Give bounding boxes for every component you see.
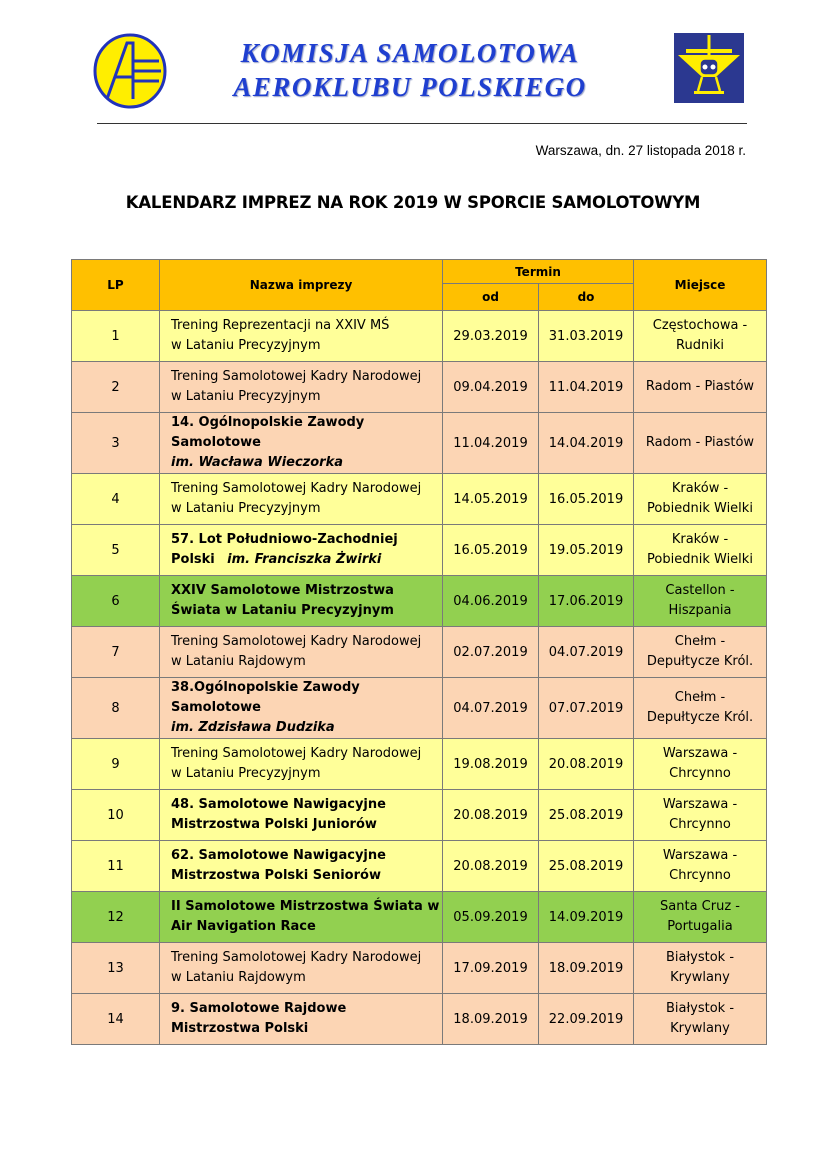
row-place xyxy=(634,994,767,1045)
event-name-line-2: im. Wacława Wieczorka xyxy=(171,455,344,470)
place-line-1: Kraków - xyxy=(671,532,729,547)
row-event-name xyxy=(160,943,443,994)
events-calendar-table xyxy=(71,259,767,1045)
row-date-from: 04.06.2019 xyxy=(443,576,539,627)
row-place xyxy=(634,790,767,841)
event-name-line-1: Trening Samolotowej Kadry Narodowej xyxy=(171,950,422,965)
event-name-line-1: 9. Samolotowe Rajdowe xyxy=(171,1001,347,1016)
row-lp: 1 xyxy=(72,311,160,362)
event-name-line-1: Trening Samolotowej Kadry Narodowej xyxy=(171,746,422,761)
table-row xyxy=(72,841,767,892)
row-lp: 13 xyxy=(72,943,160,994)
table-row xyxy=(72,362,767,413)
row-lp: 2 xyxy=(72,362,160,413)
row-event-name xyxy=(160,790,443,841)
row-event-name xyxy=(160,892,443,943)
place-line-2: Portugalia xyxy=(667,919,733,934)
place-line-1: Radom - Piastów xyxy=(645,435,755,450)
row-date-to: 20.08.2019 xyxy=(539,739,634,790)
row-date-to: 11.04.2019 xyxy=(539,362,634,413)
row-date-from: 19.08.2019 xyxy=(443,739,539,790)
row-date-to: 07.07.2019 xyxy=(539,678,634,739)
table-row xyxy=(72,627,767,678)
aeroclub-airplane-logo xyxy=(674,33,744,103)
header-lp: LP xyxy=(72,260,160,311)
place-line-2: Chrcynno xyxy=(669,868,731,883)
row-place xyxy=(634,627,767,678)
event-name-line-2: w Lataniu Precyzyjnym xyxy=(171,766,321,781)
place-line-2: Rudniki xyxy=(676,338,724,353)
table-row xyxy=(72,994,767,1045)
row-date-from: 14.05.2019 xyxy=(443,474,539,525)
table-row xyxy=(72,525,767,576)
event-name-line-2: w Lataniu Rajdowym xyxy=(171,654,306,669)
row-event-name xyxy=(160,362,443,413)
event-name-line-2: Mistrzostwa Polski xyxy=(171,1021,309,1036)
row-event-name xyxy=(160,311,443,362)
row-event-name xyxy=(160,474,443,525)
row-date-from: 05.09.2019 xyxy=(443,892,539,943)
event-name-line-1: 48. Samolotowe Nawigacyjne xyxy=(171,797,386,812)
row-place xyxy=(634,576,767,627)
place-line-1: Chełm - xyxy=(674,690,726,705)
row-date-from: 17.09.2019 xyxy=(443,943,539,994)
row-date-to: 25.08.2019 xyxy=(539,841,634,892)
place-line-1: Białystok - xyxy=(665,950,735,965)
place-line-1: Warszawa - xyxy=(662,848,738,863)
row-date-from: 02.07.2019 xyxy=(443,627,539,678)
row-place xyxy=(634,413,767,474)
event-name-line-1: XXIV Samolotowe Mistrzostwa xyxy=(171,583,394,598)
header-date-from: od xyxy=(443,284,539,311)
header-date-to: do xyxy=(539,284,634,311)
place-line-1: Castellon - xyxy=(665,583,735,598)
commission-logo xyxy=(93,33,167,109)
header-divider xyxy=(97,123,747,124)
place-line-2: Chrcynno xyxy=(669,817,731,832)
row-lp: 3 xyxy=(72,413,160,474)
event-name-line-1: II Samolotowe Mistrzostwa Świata w xyxy=(171,899,440,914)
row-lp: 7 xyxy=(72,627,160,678)
org-name-line-1: KOMISJA SAMOLOTOWA xyxy=(240,38,580,68)
place-line-1: Chełm - xyxy=(674,634,726,649)
row-lp: 6 xyxy=(72,576,160,627)
row-date-from: 16.05.2019 xyxy=(443,525,539,576)
row-date-to: 31.03.2019 xyxy=(539,311,634,362)
row-place xyxy=(634,311,767,362)
place-line-1: Radom - Piastów xyxy=(645,379,755,394)
row-lp: 9 xyxy=(72,739,160,790)
row-lp: 14 xyxy=(72,994,160,1045)
row-date-from: 20.08.2019 xyxy=(443,841,539,892)
table-row xyxy=(72,790,767,841)
row-date-from: 04.07.2019 xyxy=(443,678,539,739)
row-date-to: 14.04.2019 xyxy=(539,413,634,474)
place-line-2: Depułtycze Król. xyxy=(646,654,754,669)
row-lp: 4 xyxy=(72,474,160,525)
row-date-from: 09.04.2019 xyxy=(443,362,539,413)
table-header-row xyxy=(72,260,767,284)
row-lp: 5 xyxy=(72,525,160,576)
row-event-name xyxy=(160,678,443,739)
row-event-name xyxy=(160,994,443,1045)
organization-name xyxy=(180,36,640,104)
row-place xyxy=(634,841,767,892)
row-place xyxy=(634,474,767,525)
org-name-line-2: AEROKLUBU POLSKIEGO xyxy=(233,72,587,102)
row-event-name xyxy=(160,739,443,790)
row-date-to: 18.09.2019 xyxy=(539,943,634,994)
row-place xyxy=(634,943,767,994)
event-name-line-2: Mistrzostwa Polski Juniorów xyxy=(171,817,377,832)
event-name-line-2: Air Navigation Race xyxy=(171,919,316,934)
document-date: Warszawa, dn. 27 listopada 2018 r. xyxy=(535,143,746,158)
row-date-to: 22.09.2019 xyxy=(539,994,634,1045)
event-name-line-1: 62. Samolotowe Nawigacyjne xyxy=(171,848,386,863)
place-line-1: Warszawa - xyxy=(662,797,738,812)
row-place xyxy=(634,362,767,413)
row-event-name xyxy=(160,525,443,576)
place-line-1: Kraków - xyxy=(671,481,729,496)
header-termin: Termin xyxy=(443,260,634,284)
row-date-to: 17.06.2019 xyxy=(539,576,634,627)
row-place xyxy=(634,892,767,943)
table-row xyxy=(72,892,767,943)
event-name-line-1: Trening Samolotowej Kadry Narodowej xyxy=(171,634,422,649)
event-name-line-1: Trening Samolotowej Kadry Narodowej xyxy=(171,481,422,496)
place-line-1: Santa Cruz - xyxy=(660,899,740,914)
row-date-to: 14.09.2019 xyxy=(539,892,634,943)
event-name-line-1: Trening Reprezentacji na XXIV MŚ xyxy=(171,318,390,333)
table-row xyxy=(72,474,767,525)
place-line-2: Krywlany xyxy=(670,970,730,985)
place-line-2: Depułtycze Król. xyxy=(646,710,754,725)
event-name-line-1: 38.Ogólnopolskie Zawody Samolotowe xyxy=(171,680,360,715)
place-line-2: Hiszpania xyxy=(668,603,732,618)
row-date-to: 25.08.2019 xyxy=(539,790,634,841)
row-place xyxy=(634,739,767,790)
place-line-2: Pobiednik Wielki xyxy=(647,552,753,567)
event-name-line-1: 57. Lot Południowo-Zachodniej xyxy=(171,532,398,547)
event-name-line-2: Świata w Lataniu Precyzyjnym xyxy=(171,603,394,618)
row-date-from: 29.03.2019 xyxy=(443,311,539,362)
event-name-line-2: w Lataniu Rajdowym xyxy=(171,970,306,985)
table-row xyxy=(72,576,767,627)
event-name-line-1: Trening Samolotowej Kadry Narodowej xyxy=(171,369,422,384)
row-event-name xyxy=(160,841,443,892)
row-date-from: 11.04.2019 xyxy=(443,413,539,474)
row-lp: 8 xyxy=(72,678,160,739)
row-place xyxy=(634,525,767,576)
table-row xyxy=(72,739,767,790)
row-date-to: 19.05.2019 xyxy=(539,525,634,576)
place-line-1: Częstochowa - xyxy=(652,318,748,333)
row-date-to: 16.05.2019 xyxy=(539,474,634,525)
event-name-line-2a: Polski xyxy=(171,552,215,567)
row-event-name xyxy=(160,576,443,627)
row-lp: 12 xyxy=(72,892,160,943)
row-event-name xyxy=(160,413,443,474)
place-line-2: Krywlany xyxy=(670,1021,730,1036)
place-line-2: Chrcynno xyxy=(669,766,731,781)
row-lp: 10 xyxy=(72,790,160,841)
row-date-from: 20.08.2019 xyxy=(443,790,539,841)
event-name-line-2: w Lataniu Precyzyjnym xyxy=(171,389,321,404)
row-place xyxy=(634,678,767,739)
table-row xyxy=(72,678,767,739)
row-event-name xyxy=(160,627,443,678)
event-name-line-2: w Lataniu Precyzyjnym xyxy=(171,501,321,516)
table-row xyxy=(72,413,767,474)
event-name-line-1: 14. Ogólnopolskie Zawody Samolotowe xyxy=(171,415,365,450)
event-name-line-2: Mistrzostwa Polski Seniorów xyxy=(171,868,381,883)
event-name-line-2b: im. Franciszka Żwirki xyxy=(227,552,382,567)
row-date-to: 04.07.2019 xyxy=(539,627,634,678)
place-line-1: Białystok - xyxy=(665,1001,735,1016)
row-lp: 11 xyxy=(72,841,160,892)
event-name-line-2: im. Zdzisława Dudzika xyxy=(171,720,335,735)
table-row xyxy=(72,943,767,994)
document-title: KALENDARZ IMPREZ NA ROK 2019 W SPORCIE SAMOLOTOWYM xyxy=(125,193,701,212)
table-row xyxy=(72,311,767,362)
row-date-from: 18.09.2019 xyxy=(443,994,539,1045)
place-line-1: Warszawa - xyxy=(662,746,738,761)
event-name-line-2: w Lataniu Precyzyjnym xyxy=(171,338,321,353)
place-line-2: Pobiednik Wielki xyxy=(647,501,753,516)
header-event-name: Nazwa imprezy xyxy=(160,260,443,311)
header-place: Miejsce xyxy=(634,260,767,311)
